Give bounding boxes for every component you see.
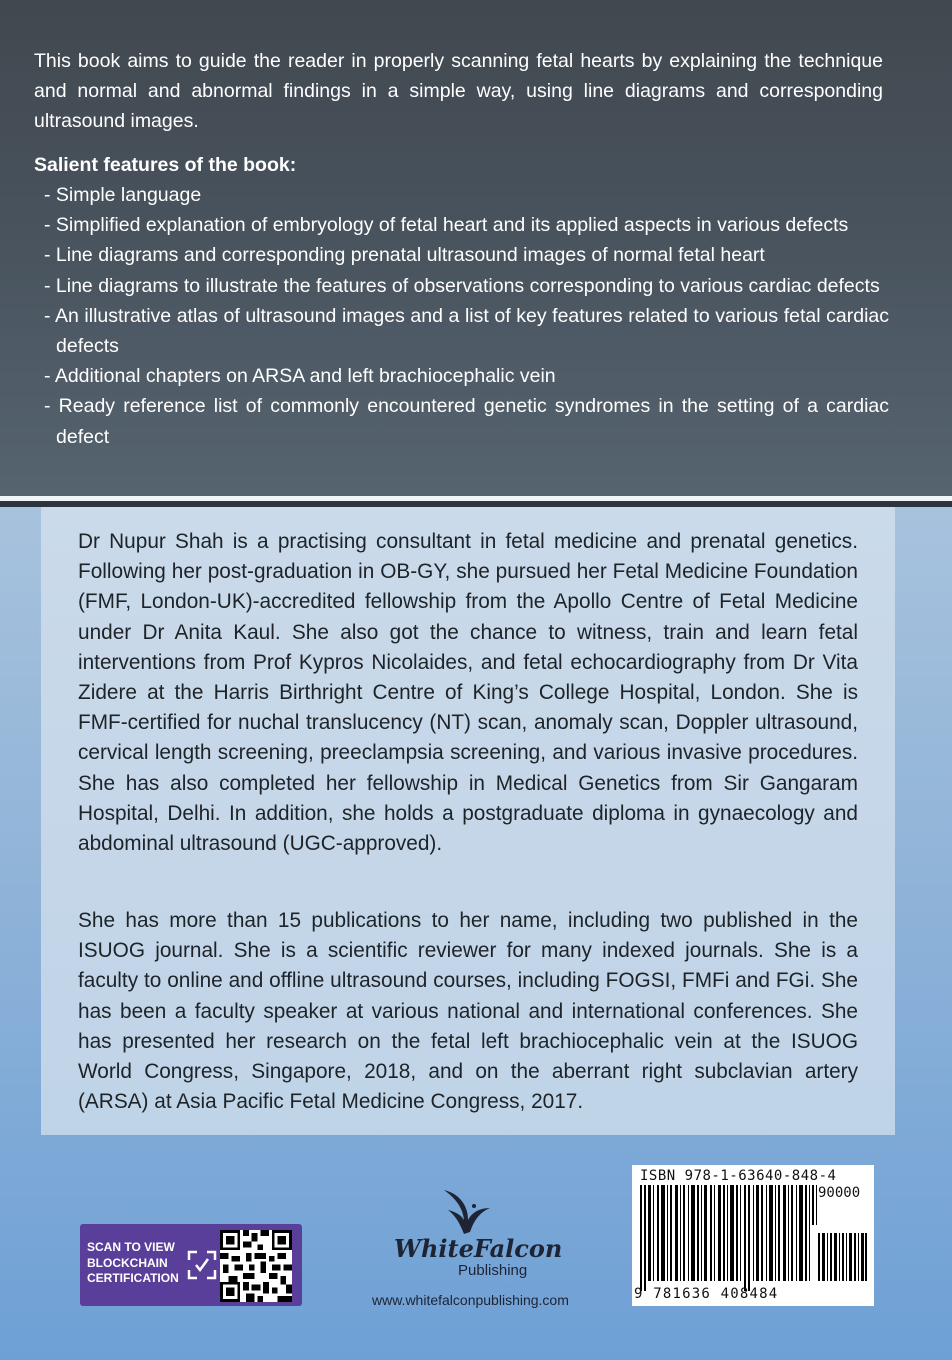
publisher-logo: [384, 1184, 564, 1284]
feature-item: - Ready reference list of commonly encountered genetic syndromes in the setting of a cardiac defect: [44, 395, 889, 448]
author-bio-paragraph: She has more than 15 publications to her name, including two published in the ISUOG journal. She is a scientific reviewer for many indexed journals. She is a faculty to online and offline ultrasound courses, including FOGSI, FMFi and FGi. She has been a faculty speaker at various national and international conferences. She has presented her research on the fetal left brachiocephalic vein at the ISUOG World Congress, Singapore, 2018, and on the aberrant right subclavian artery (ARSA) at Asia Pacific Fetal Medicine Congress, 2017.: [78, 909, 858, 1114]
feature-item: - Line diagrams and corresponding prenatal ultrasound images of normal fetal heart: [44, 244, 765, 267]
feature-item: - Line diagrams to illustrate the features of observations corresponding to various cardiac defects: [44, 274, 880, 297]
ean-digits: 9 781636 408484: [634, 1286, 779, 1302]
features-list: [42, 180, 889, 452]
feature-item: - Simple language: [44, 184, 202, 206]
blockchain-badge[interactable]: [80, 1224, 302, 1306]
qr-code-icon[interactable]: [220, 1230, 292, 1302]
author-bio-box: [41, 507, 895, 1135]
isbn-text: ISBN 978-1-63640-848-4: [640, 1168, 837, 1184]
falcon-icon: [434, 1184, 494, 1236]
author-bio-paragraph: Dr Nupur Shah is a practising consultant in fetal medicine and prenatal genetics. Following her post-graduation in OB-GY, she pursued her Fetal Medicine Foundation (FMF, London-UK)-accredited fellowship from the Apollo Centre of Fetal Medicine under Dr Anita Kaul. She also got the chance to witness, train and learn fetal interventions from Prof Kypros Nicolaides, and fetal echocardiography from Dr Vita Zidere at the Harris Birthright Centre of King’s College Hospital, London. She is FMF-certified for nuchal translucency (NT) scan, anomaly scan, Doppler ultrasound, cervical length screening, preeclampsia screening, and various invasive procedures. She has also completed her fellowship in Medical Genetics from Sir Gangaram Hospital, Delhi. In addition, she holds a postgraduate diploma in gynaecology and abdominal ultrasound (UGC-approved).: [78, 530, 858, 856]
feature-item: - An illustrative atlas of ultrasound images and a list of key features related to various fetal cardiac defects: [44, 304, 889, 358]
feature-item: - Simplified explanation of embryology of fetal heart and its applied aspects in various defects: [44, 214, 849, 237]
barcode-bars: [638, 1185, 868, 1291]
feature-item: - Additional chapters on ARSA and left brachiocephalic vein: [44, 365, 556, 388]
badge-line: SCAN TO VIEW: [87, 1240, 175, 1254]
description-panel: [0, 0, 952, 496]
price-code: 90000: [818, 1185, 861, 1201]
publisher-name-part: Falcon: [473, 1234, 563, 1263]
features-title: Salient features of the book:: [34, 154, 297, 176]
book-intro: This book aims to guide the reader in properly scanning fetal hearts by explaining the technique and normal and abnormal findings in a simple way, using line diagrams and corresponding ultrasound images.: [34, 50, 883, 132]
badge-text: [87, 1240, 187, 1287]
publisher-subtitle: Publishing: [458, 1262, 528, 1279]
publisher-url[interactable]: www.whitefalconpublishing.com: [372, 1292, 569, 1308]
badge-line: BLOCKCHAIN: [87, 1255, 168, 1270]
scan-icon: [187, 1250, 217, 1280]
publisher-name-part: White: [394, 1234, 474, 1263]
publisher-name: [394, 1234, 562, 1263]
isbn-barcode: [632, 1165, 874, 1306]
badge-line: CERTIFICATION: [87, 1271, 179, 1285]
